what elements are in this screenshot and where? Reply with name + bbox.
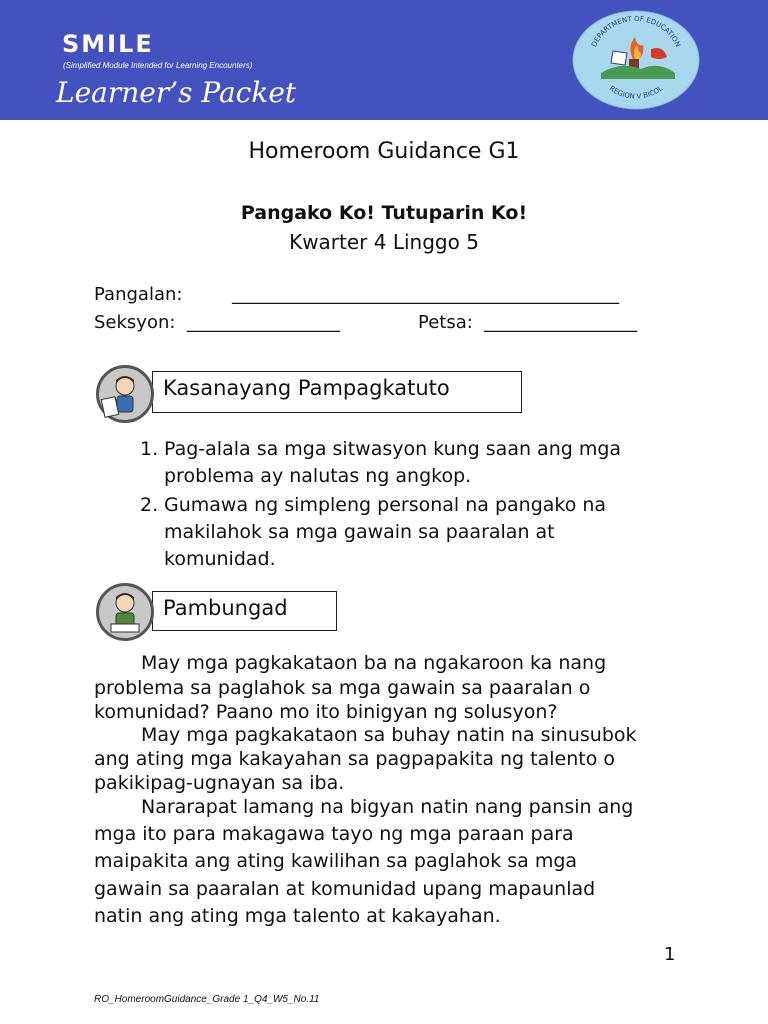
- student-reading-icon: [96, 365, 154, 423]
- seal-bottom-text: REGION V BICOL: [607, 84, 665, 101]
- name-line[interactable]: ___________________________________________: [232, 284, 619, 305]
- objective-item: [140, 492, 680, 573]
- intro-line: gawain sa paaralan at komunidad upang mapaunlad: [94, 878, 596, 900]
- objective-line: Gumawa ng simpleng personal na pangako na: [164, 494, 607, 516]
- brand-title: SMILE: [62, 30, 154, 58]
- objective-line: makilahok sa mga gawain sa paaralan at: [164, 521, 555, 543]
- section-label: Seksyon:: [94, 312, 176, 333]
- intro-line: problema sa paglahok sa mga gawain sa paaralan o: [94, 677, 591, 699]
- intro-line: komunidad? Paano mo ito binigyan ng solusyon?: [94, 701, 558, 723]
- intro-line: Nararapat lamang na bigyan natin nang pansin ang: [141, 796, 634, 818]
- objectives-heading-box: [152, 371, 522, 413]
- objective-line: problema ay nalutas ng angkop.: [164, 465, 472, 487]
- date-line[interactable]: _________________: [484, 312, 637, 333]
- intro-line: pakikipag-ugnayan sa iba.: [94, 772, 345, 794]
- name-label: Pangalan:: [94, 284, 183, 305]
- section-line[interactable]: _________________: [187, 312, 340, 333]
- objective-number: 2.: [140, 494, 159, 516]
- date-label: Petsa:: [418, 312, 473, 333]
- intro-heading: Pambungad: [163, 596, 288, 620]
- document-title: Homeroom Guidance G1: [248, 139, 520, 164]
- deped-seal-logo: [571, 9, 701, 112]
- header-banner: [0, 0, 768, 120]
- intro-line: mga ito para makagawa tayo ng mga paraan para: [94, 823, 574, 845]
- footer-code: RO_HomeroomGuidance_Grade 1_Q4_W5_No.11: [94, 994, 320, 1005]
- intro-line: maipakita ang ating kawilihan sa paglahok sa mga: [94, 850, 578, 872]
- objective-item: [140, 436, 680, 490]
- objective-line: komunidad.: [164, 548, 276, 570]
- objective-number: 1.: [140, 438, 159, 460]
- brand-subtitle: (Simplified Module Intended for Learning Encounters): [63, 61, 253, 70]
- intro-line: ang ating mga kakayahan sa pagpapakita ng talento o: [94, 748, 615, 770]
- intro-line: May mga pagkakataon sa buhay natin na sinusubok: [141, 724, 637, 746]
- intro-line: May mga pagkakataon ba na ngakaroon ka nang: [141, 652, 607, 674]
- quarter-week: Kwarter 4 Linggo 5: [289, 230, 479, 254]
- intro-heading-box: [152, 591, 337, 631]
- objectives-heading: Kasanayang Pampagkatuto: [163, 376, 450, 400]
- packet-title: Learner’s Packet: [56, 76, 297, 109]
- lesson-title: Pangako Ko! Tutuparin Ko!: [240, 202, 528, 224]
- intro-line: natin ang ating mga talento at kakayahan.: [94, 905, 501, 927]
- objectives-list: [140, 436, 680, 575]
- objective-line: Pag-alala sa mga sitwasyon kung saan ang mga: [164, 438, 622, 460]
- seal-top-text: DEPARTMENT OF EDUCATION: [590, 14, 682, 49]
- student-writing-icon: [96, 583, 154, 641]
- page-number: 1: [664, 944, 676, 965]
